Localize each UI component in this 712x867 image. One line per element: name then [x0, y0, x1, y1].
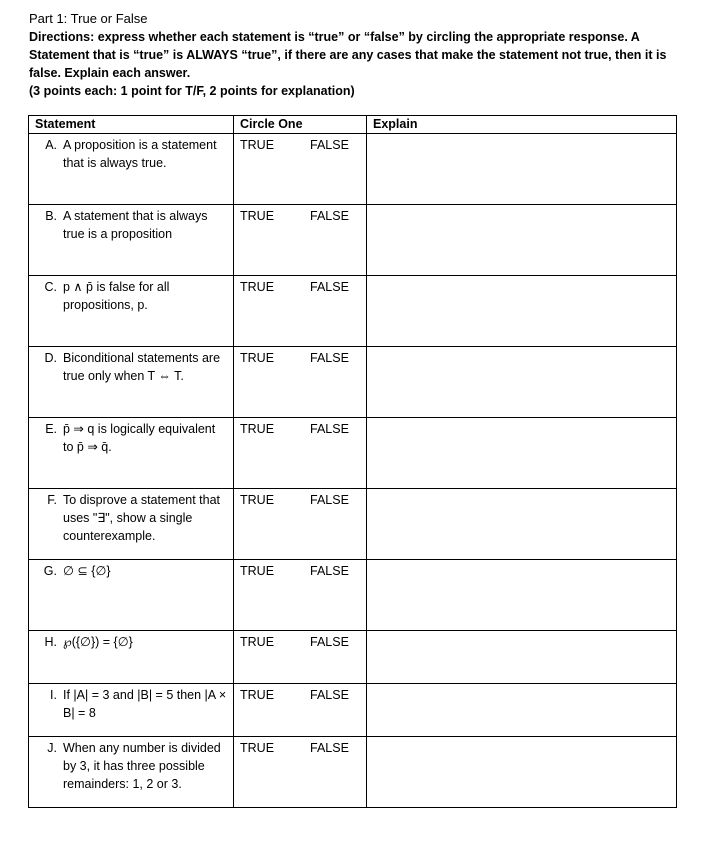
statement-cell	[29, 205, 234, 276]
table-row	[29, 205, 677, 276]
circle-one-cell	[234, 205, 367, 276]
statement-text: p ∧ p̄ is false for all propositions, p.	[63, 280, 170, 312]
statement-cell	[29, 631, 234, 684]
directions-text: Directions: express whether each statement is “true” or “false” by circling the appropriate response. A Statement that is “true” is ALWAYS “true”, if there are any cases that make the statement not true, then it is false. Explain each answer.	[29, 30, 667, 80]
explain-cell[interactable]	[367, 134, 677, 205]
table-row	[29, 684, 677, 737]
explain-cell[interactable]	[367, 684, 677, 737]
instructions-header	[29, 10, 689, 100]
statement-text: Biconditional statements are true only when T ⇔ T.	[63, 351, 221, 383]
statement-text: A proposition is a statement that is always true.	[63, 138, 217, 170]
statement-letter: H.	[44, 635, 57, 649]
true-false-table	[28, 115, 677, 808]
statement-letter: F.	[47, 493, 57, 507]
part-title: Part 1: True or False	[29, 11, 148, 26]
statement-letter: J.	[47, 741, 57, 755]
col-header-circle-one: Circle One	[234, 116, 367, 134]
statement-text: When any number is divided by 3, it has three possible remainders: 1, 2 or 3.	[63, 741, 221, 791]
false-option[interactable]: FALSE	[310, 493, 349, 507]
table-row	[29, 631, 677, 684]
statement-text: A statement that is always true is a proposition	[63, 209, 208, 241]
true-option[interactable]: TRUE	[240, 351, 275, 365]
table-row	[29, 134, 677, 205]
circle-one-cell	[234, 489, 367, 560]
statement-letter: G.	[43, 564, 57, 578]
false-option[interactable]: FALSE	[310, 138, 349, 152]
table-row	[29, 489, 677, 560]
table-row	[29, 347, 677, 418]
explain-cell[interactable]	[367, 489, 677, 560]
false-option[interactable]: FALSE	[310, 280, 349, 294]
col-header-statement: Statement	[29, 116, 234, 134]
circle-one-cell	[234, 631, 367, 684]
statement-letter: I.	[50, 688, 57, 702]
true-option[interactable]: TRUE	[240, 741, 275, 755]
circle-one-cell	[234, 560, 367, 631]
statement-text: If |A| = 3 and |B| = 5 then |A × B| = 8	[63, 688, 227, 720]
table-row	[29, 737, 677, 808]
false-option[interactable]: FALSE	[310, 564, 349, 578]
false-option[interactable]: FALSE	[310, 688, 349, 702]
explain-cell[interactable]	[367, 631, 677, 684]
statement-cell	[29, 418, 234, 489]
true-option[interactable]: TRUE	[240, 422, 275, 436]
circle-one-cell	[234, 276, 367, 347]
true-option[interactable]: TRUE	[240, 209, 275, 223]
true-option[interactable]: TRUE	[240, 138, 275, 152]
true-option[interactable]: TRUE	[240, 493, 275, 507]
explain-cell[interactable]	[367, 418, 677, 489]
explain-cell[interactable]	[367, 205, 677, 276]
false-option[interactable]: FALSE	[310, 635, 349, 649]
table-row	[29, 560, 677, 631]
true-option[interactable]: TRUE	[240, 688, 275, 702]
table-row	[29, 276, 677, 347]
false-option[interactable]: FALSE	[310, 422, 349, 436]
true-option[interactable]: TRUE	[240, 564, 275, 578]
statement-text: ℘({∅}) = {∅}	[63, 635, 133, 649]
true-option[interactable]: TRUE	[240, 280, 275, 294]
statement-cell	[29, 276, 234, 347]
circle-one-cell	[234, 737, 367, 808]
false-option[interactable]: FALSE	[310, 209, 349, 223]
circle-one-cell	[234, 418, 367, 489]
explain-cell[interactable]	[367, 347, 677, 418]
table-row	[29, 418, 677, 489]
col-header-explain: Explain	[367, 116, 677, 134]
circle-one-cell	[234, 684, 367, 737]
statement-cell	[29, 347, 234, 418]
circle-one-cell	[234, 347, 367, 418]
statement-letter: E.	[45, 422, 57, 436]
statement-cell	[29, 134, 234, 205]
statement-letter: B.	[45, 209, 57, 223]
statement-cell	[29, 560, 234, 631]
explain-cell[interactable]	[367, 737, 677, 808]
statement-text: p̄ ⇒ q is logically equivalent to p̄ ⇒ q̄.	[63, 422, 216, 454]
false-option[interactable]: FALSE	[310, 351, 349, 365]
statement-letter: A.	[45, 138, 57, 152]
true-option[interactable]: TRUE	[240, 635, 275, 649]
statement-text: To disprove a statement that uses "∃", show a single counterexample.	[63, 493, 221, 543]
circle-one-cell	[234, 134, 367, 205]
statement-cell	[29, 489, 234, 560]
explain-cell[interactable]	[367, 276, 677, 347]
points-note: (3 points each: 1 point for T/F, 2 points for explanation)	[29, 84, 355, 98]
statement-letter: D.	[44, 351, 57, 365]
statement-text: ∅ ⊆ {∅}	[63, 564, 111, 578]
statement-letter: C.	[44, 280, 57, 294]
false-option[interactable]: FALSE	[310, 741, 349, 755]
explain-cell[interactable]	[367, 560, 677, 631]
statement-cell	[29, 684, 234, 737]
statement-cell	[29, 737, 234, 808]
